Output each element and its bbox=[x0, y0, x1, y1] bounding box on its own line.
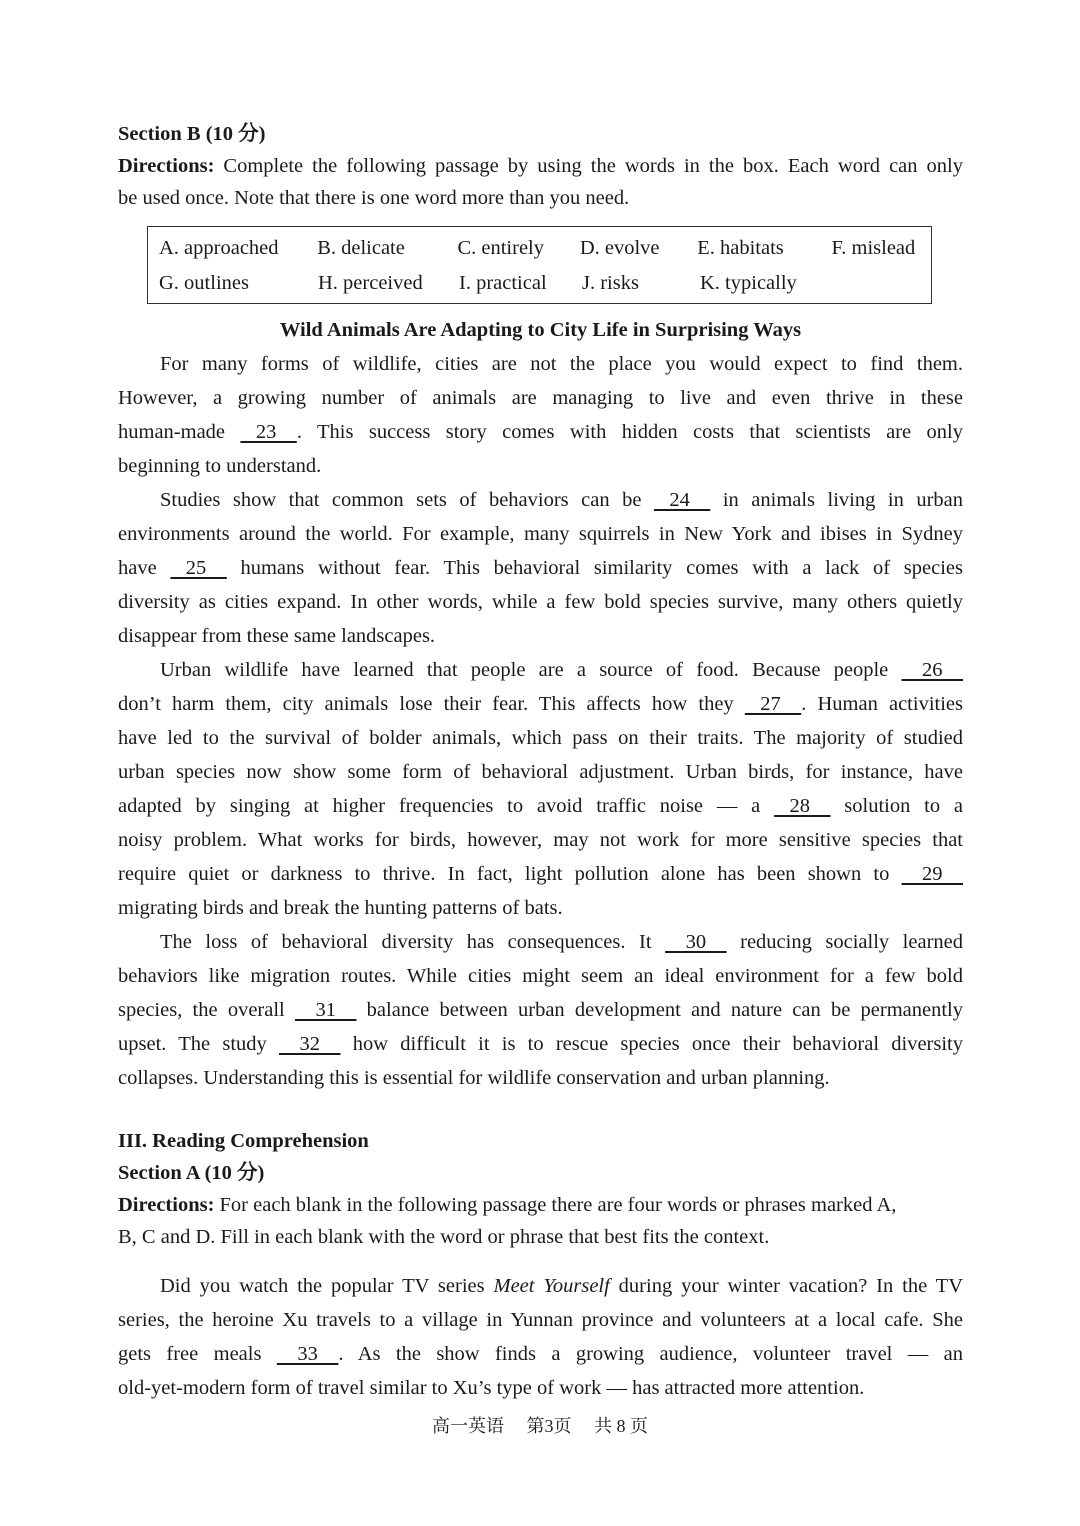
blank-33[interactable]: 33 bbox=[276, 1343, 339, 1365]
exam-page bbox=[118, 118, 963, 1405]
blank-27[interactable]: 27 bbox=[744, 693, 802, 715]
blank-25[interactable]: 25 bbox=[170, 557, 227, 579]
blank-26[interactable]: 26 bbox=[901, 659, 963, 681]
blank-23[interactable]: 23 bbox=[240, 421, 297, 443]
word-option: G. outlines bbox=[159, 272, 249, 294]
section-b-heading: Section B (10 分) bbox=[118, 123, 266, 145]
blank-31[interactable]: 31 bbox=[294, 999, 357, 1021]
part-3-heading: III. Reading Comprehension bbox=[118, 1130, 369, 1152]
footer-total-pages: 共 8 页 bbox=[594, 1416, 648, 1436]
passage-paragraph-1: For many forms of wildlife, cities are not the place you would expect to find them. However, a growing number of animals are managing to live and even thrive in these human-made 23 . This success story comes with hidden costs that scientists are only beginning to understand. bbox=[118, 353, 964, 477]
directions-label: Directions: bbox=[118, 1194, 215, 1216]
footer-course: 高一英语 bbox=[432, 1416, 504, 1436]
word-option: A. approached bbox=[159, 237, 279, 259]
word-option: H. perceived bbox=[318, 272, 423, 294]
section-b-directions-line1: Directions: Complete the following passage by using the words in the box. Each word can only bbox=[118, 155, 963, 177]
passage-paragraph-2: Studies show that common sets of behaviors can be 24 in animals living in urban environments around the world. For example, many squirrels in New York and ibises in Sydney have 25 humans without fear. This behavioral similarity comes with a lack of species diversity as cities expand. In other words, while a few bold species survive, many others quietly disappear from these same landscapes. bbox=[118, 483, 963, 653]
word-option: C. entirely bbox=[457, 237, 544, 259]
blank-30[interactable]: 30 bbox=[665, 931, 727, 953]
word-option: B. delicate bbox=[317, 237, 405, 259]
passage-paragraph-3: Urban wildlife have learned that people are a source of food. Because people 26 don’t harm them, city animals lose their fear. This affects how they 27 . Human activities have led to the survival of bolder animals, which pass on their traits. The majority of studied urban species now show some form of behavioral adjustment. Urban birds, for instance, have adapted by singing at higher frequencies to avoid traffic noise — a 28 solution to a noisy problem. What works for birds, however, may not work for more sensitive species that require quiet or darkness to thrive. In fact, light pollution alone has been shown to 29 migrating birds and break the hunting patterns of bats. bbox=[118, 653, 963, 925]
passage-a-paragraph-1: Did you watch the popular TV series Meet Yourself during your winter vacation? In the TV series, the heroine Xu travels to a village in Yunnan province and volunteers at a local cafe. She gets free meals 33 . As the show finds a growing audience, volunteer travel — an old-yet-modern form of travel similar to Xu’s type of work — has attracted more attention. bbox=[118, 1275, 964, 1399]
footer-page-number: 第3页 bbox=[526, 1416, 572, 1436]
word-option: I. practical bbox=[459, 272, 547, 294]
section-a-heading: Section A (10 分) bbox=[118, 1162, 265, 1184]
section-a-directions-line1: Directions: For each blank in the following passage there are four words or phrases marked A, bbox=[118, 1194, 897, 1216]
word-option: F. mislead bbox=[831, 237, 916, 259]
blank-29[interactable]: 29 bbox=[901, 863, 963, 885]
section-a-directions-line2: B, C and D. Fill in each blank with the word or phrase that best fits the context. bbox=[118, 1226, 770, 1248]
directions-label: Directions: bbox=[118, 155, 215, 177]
tv-series-title: Meet Yourself bbox=[493, 1275, 610, 1297]
section-b-directions-line2: be used once. Note that there is one word more than you need. bbox=[118, 187, 630, 209]
word-box-row bbox=[159, 266, 931, 301]
word-box bbox=[147, 226, 932, 304]
passage-paragraph-4: The loss of behavioral diversity has consequences. It 30 reducing socially learned behaviors like migration routes. While cities might seem an ideal environment for a few bold species, the overall 31 balance between urban development and nature can be permanently upset. The study 32 how difficult it is to rescue species once their behavioral diversity collapses. Understanding this is essential for wildlife conservation and urban planning. bbox=[118, 925, 963, 1095]
passage-title: Wild Animals Are Adapting to City Life in Surprising Ways bbox=[279, 319, 802, 341]
word-box-row bbox=[159, 231, 931, 266]
word-option: J. risks bbox=[582, 272, 639, 294]
blank-32[interactable]: 32 bbox=[279, 1033, 341, 1055]
page-footer bbox=[0, 1412, 1080, 1438]
blank-28[interactable]: 28 bbox=[774, 795, 831, 817]
word-option: D. evolve bbox=[579, 237, 660, 259]
word-option: K. typically bbox=[700, 272, 797, 294]
blank-24[interactable]: 24 bbox=[653, 489, 711, 511]
word-option: E. habitats bbox=[697, 237, 784, 259]
